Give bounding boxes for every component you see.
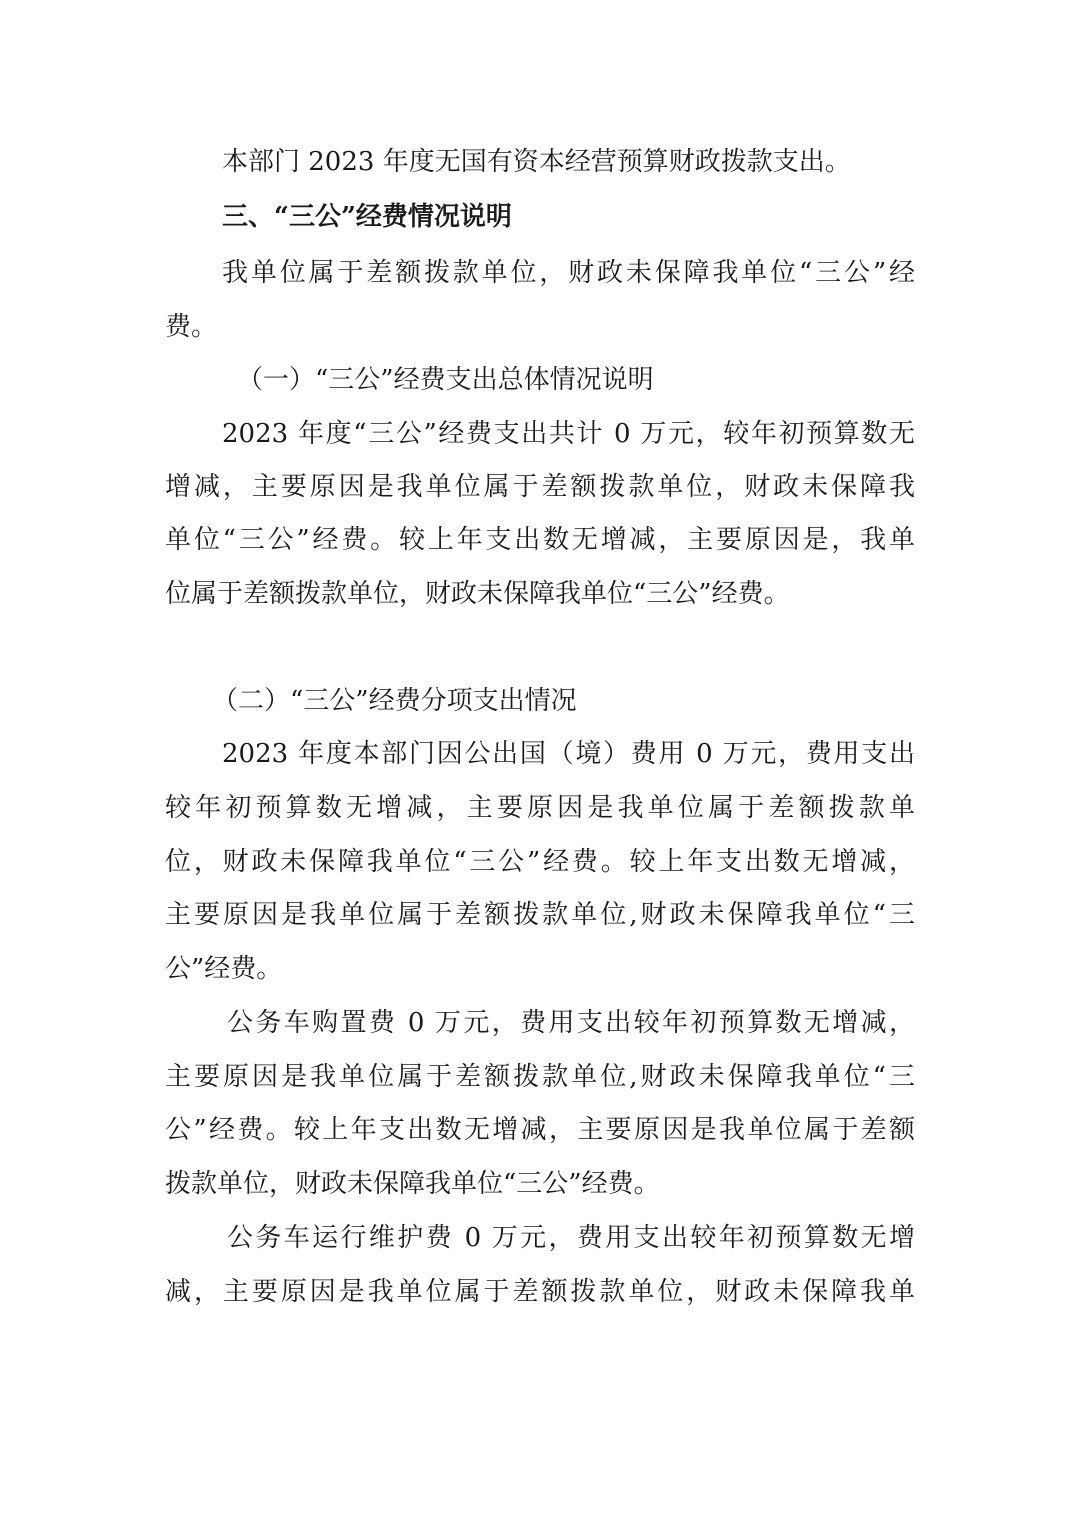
paragraph-line: 公”经费。较上年支出数无增减，主要原因是我单位属于差额	[165, 1115, 915, 1145]
paragraph-line: 拨款单位，财政未保障我单位“三公”经费。	[165, 1169, 660, 1199]
paragraph-line: 2023 年度“三公”经费支出共计 0 万元，较年初预算数无	[222, 419, 915, 449]
paragraph-line: 较年初预算数无增减，主要原因是我单位属于差额拨款单	[165, 793, 915, 823]
paragraph-line: 公”经费。	[165, 954, 283, 984]
paragraph-line: 2023 年度本部门因公出国（境）费用 0 万元，费用支出	[222, 739, 915, 769]
subsection-heading: （一）“三公”经费支出总体情况说明	[237, 365, 654, 395]
paragraph-line: 主要原因是我单位属于差额拨款单位,财政未保障我单位“三	[165, 1062, 915, 1092]
section-heading: 三、“三公”经费情况说明	[222, 202, 512, 232]
paragraph-line: 我单位属于差额拨款单位，财政未保障我单位“三公”经	[222, 258, 915, 288]
paragraph-line: 公务车运行维护费 0 万元，费用支出较年初预算数无增	[227, 1223, 915, 1253]
paragraph-line: 主要原因是我单位属于差额拨款单位,财政未保障我单位“三	[165, 900, 915, 930]
paragraph-line: 位属于差额拨款单位，财政未保障我单位“三公”经费。	[165, 579, 790, 609]
paragraph-line: 减，主要原因是我单位属于差额拨款单位，财政未保障我单	[165, 1277, 915, 1307]
paragraph-line: 增减，主要原因是我单位属于差额拨款单位，财政未保障我	[165, 472, 915, 502]
paragraph-line: 本部门 2023 年度无国有资本经营预算财政拨款支出。	[222, 147, 851, 177]
paragraph-line: 公务车购置费 0 万元，费用支出较年初预算数无增减，	[227, 1008, 915, 1038]
paragraph-line: 位，财政未保障我单位“三公”经费。较上年支出数无增减，	[165, 847, 915, 877]
paragraph-line: 单位“三公”经费。较上年支出数无增减，主要原因是，我单	[165, 525, 915, 555]
paragraph-line: 费。	[165, 312, 218, 342]
subsection-heading: （二）“三公”经费分项支出情况	[212, 686, 577, 716]
